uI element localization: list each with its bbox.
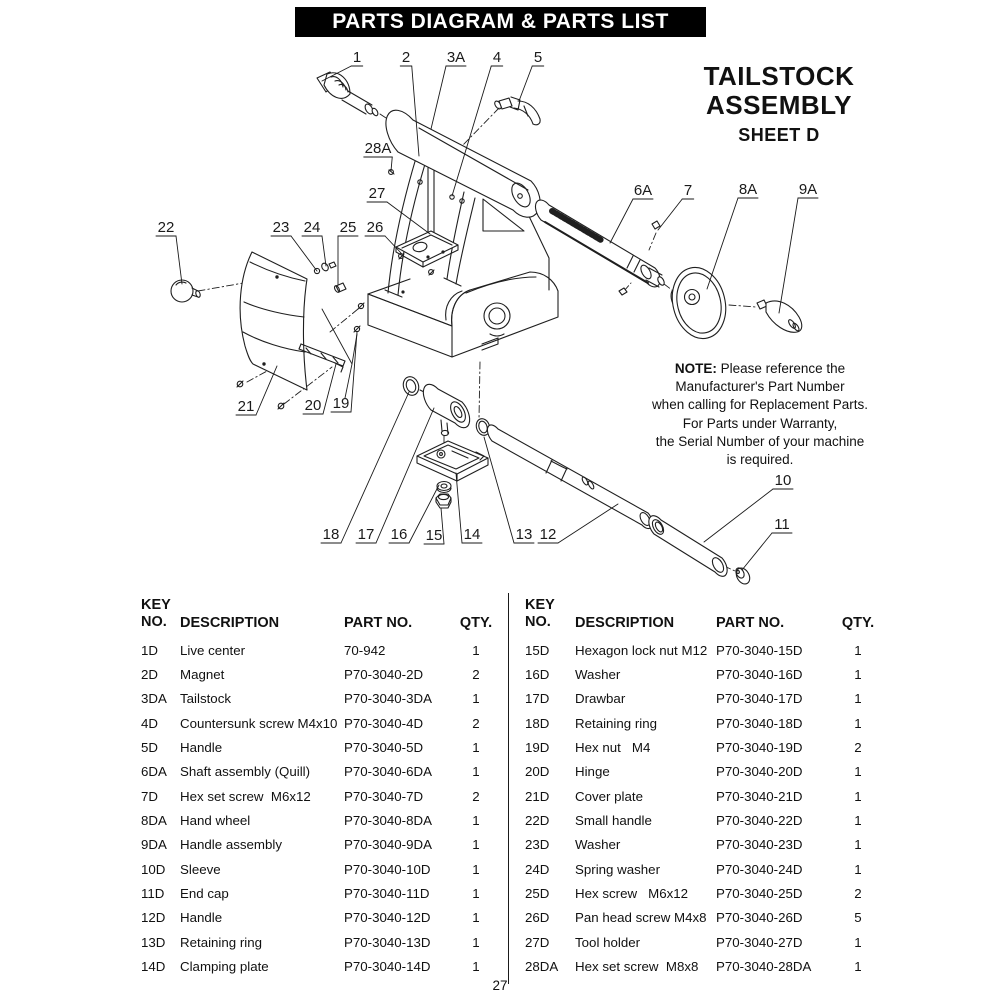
callout-1: 1 bbox=[352, 49, 362, 66]
header-part: PART NO. bbox=[344, 615, 413, 631]
header-key-line1: KEY bbox=[141, 597, 171, 613]
callout-12: 12 bbox=[539, 526, 557, 543]
table-row bbox=[525, 857, 885, 881]
cell-desc: Hex set screw M8x8 bbox=[575, 959, 699, 975]
callout-23: 23 bbox=[272, 219, 290, 236]
cell-part: P70-3040-2D bbox=[344, 667, 424, 683]
assembly-title-line2: ASSEMBLY bbox=[705, 90, 853, 120]
cell-part: P70-3040-12D bbox=[344, 910, 431, 926]
cell-desc: Handle bbox=[180, 740, 223, 756]
cell-part: P70-3040-10D bbox=[344, 861, 431, 877]
cell-qty: 1 bbox=[472, 691, 480, 707]
cell-qty: 1 bbox=[854, 667, 862, 683]
cell-desc: Clamping plate bbox=[180, 959, 269, 975]
drawbar-end-group-drawing bbox=[401, 375, 488, 508]
cell-qty: 2 bbox=[472, 788, 480, 804]
table-row bbox=[525, 687, 885, 711]
table-row bbox=[141, 760, 498, 784]
small-handle-drawing bbox=[171, 280, 201, 302]
header-description: DESCRIPTION bbox=[575, 615, 675, 631]
cell-desc: Tailstock bbox=[180, 691, 231, 707]
table-row bbox=[141, 857, 498, 881]
cell-key: 5D bbox=[141, 740, 158, 756]
cell-part: P70-3040-11D bbox=[344, 886, 430, 902]
note-block bbox=[620, 360, 900, 469]
table-row bbox=[141, 687, 498, 711]
callout-28A: 28A bbox=[364, 140, 392, 157]
sheet-label: SHEET D bbox=[738, 125, 820, 145]
cell-desc: Hex set screw M6x12 bbox=[180, 788, 311, 804]
cell-qty: 1 bbox=[854, 764, 862, 780]
cell-key: 17D bbox=[525, 691, 550, 707]
cell-qty: 2 bbox=[854, 886, 862, 902]
callout-20: 20 bbox=[304, 397, 322, 414]
cell-qty: 1 bbox=[854, 837, 862, 853]
table-row bbox=[141, 638, 498, 662]
cell-key: 12D bbox=[141, 910, 166, 926]
cell-desc: Hinge bbox=[575, 764, 610, 780]
callout-4: 4 bbox=[492, 49, 502, 66]
cell-desc: Pan head screw M4x8 bbox=[575, 910, 707, 926]
cell-qty: 1 bbox=[472, 959, 480, 975]
cell-key: 26D bbox=[525, 910, 550, 926]
callout-6A: 6A bbox=[633, 182, 653, 199]
parts-table-right bbox=[525, 588, 885, 979]
callout-8A: 8A bbox=[738, 181, 758, 198]
table-row bbox=[525, 833, 885, 857]
cell-part: P70-3040-5D bbox=[344, 740, 424, 756]
cell-qty: 1 bbox=[854, 642, 862, 658]
header-qty: QTY. bbox=[841, 615, 875, 631]
cell-qty: 1 bbox=[854, 861, 862, 877]
page-header-title: PARTS DIAGRAM & PARTS LIST bbox=[332, 10, 669, 33]
cell-key: 20D bbox=[525, 764, 550, 780]
cell-key: 23D bbox=[525, 837, 550, 853]
cell-part: P70-3040-27D bbox=[716, 934, 803, 950]
note-line: NOTE: Please reference the bbox=[674, 361, 846, 376]
note-line: is required. bbox=[726, 452, 794, 468]
callout-22: 22 bbox=[157, 219, 175, 236]
cell-qty: 2 bbox=[472, 667, 480, 683]
cell-part: P70-3040-21D bbox=[716, 788, 803, 804]
header-key bbox=[141, 588, 180, 632]
cover-plate-drawing bbox=[237, 252, 364, 409]
cell-qty: 1 bbox=[854, 788, 862, 804]
callout-21: 21 bbox=[237, 398, 255, 415]
callout-27: 27 bbox=[368, 185, 386, 202]
cell-qty: 1 bbox=[472, 740, 480, 756]
note-line: For Parts under Warranty, bbox=[682, 415, 838, 431]
cell-key: 3DA bbox=[141, 691, 167, 707]
cell-key: 7D bbox=[141, 788, 158, 804]
cell-key: 6DA bbox=[141, 764, 167, 780]
callout-3A: 3A bbox=[446, 49, 466, 66]
cell-qty: 1 bbox=[472, 837, 480, 853]
cell-key: 22D bbox=[525, 813, 550, 829]
cell-qty: 5 bbox=[854, 910, 862, 926]
table-row bbox=[141, 954, 498, 978]
cell-desc: Sleeve bbox=[180, 861, 221, 877]
table-row bbox=[525, 954, 885, 978]
cell-qty: 1 bbox=[854, 959, 862, 975]
table-row bbox=[525, 760, 885, 784]
callout-18: 18 bbox=[322, 526, 340, 543]
cell-desc: Hand wheel bbox=[180, 813, 251, 829]
cell-desc: Magnet bbox=[180, 667, 225, 683]
cell-part: P70-3040-7D bbox=[344, 788, 424, 804]
callout-17: 17 bbox=[357, 526, 375, 543]
cell-desc: Hexagon lock nut M12 bbox=[575, 642, 708, 658]
cell-part: P70-3040-20D bbox=[716, 764, 803, 780]
cell-part: P70-3040-17D bbox=[716, 691, 803, 707]
cell-key: 21D bbox=[525, 788, 550, 804]
cell-desc: Retaining ring bbox=[180, 934, 263, 950]
cell-desc: Small handle bbox=[575, 813, 652, 829]
table-row bbox=[525, 784, 885, 808]
cell-key: 13D bbox=[141, 934, 166, 950]
table-row bbox=[141, 881, 498, 905]
table-row bbox=[141, 833, 498, 857]
cell-key: 24D bbox=[525, 861, 550, 877]
table-header bbox=[525, 588, 885, 632]
table-row bbox=[141, 906, 498, 930]
cell-desc: Shaft assembly (Quill) bbox=[180, 764, 311, 780]
cell-key: 14D bbox=[141, 959, 166, 975]
cell-qty: 1 bbox=[472, 934, 480, 950]
cell-qty: 1 bbox=[472, 861, 480, 877]
cell-qty: 1 bbox=[854, 691, 862, 707]
cell-part: P70-3040-3DA bbox=[344, 691, 432, 707]
cell-key: 4D bbox=[141, 715, 158, 731]
cell-part: P70-3040-28DA bbox=[716, 959, 812, 975]
table-row bbox=[141, 930, 498, 954]
cell-desc: Handle assembly bbox=[180, 837, 282, 853]
cell-key: 11D bbox=[141, 886, 165, 902]
parts-table-left bbox=[141, 588, 498, 979]
cell-part: P70-3040-4D bbox=[344, 715, 424, 731]
callout-15: 15 bbox=[425, 527, 443, 544]
table-row bbox=[141, 784, 498, 808]
cell-qty: 1 bbox=[472, 642, 480, 658]
cell-qty: 1 bbox=[472, 764, 480, 780]
table-header bbox=[141, 588, 498, 632]
cell-desc: End cap bbox=[180, 886, 229, 902]
callout-26: 26 bbox=[366, 219, 384, 236]
table-row bbox=[525, 808, 885, 832]
callout-13: 13 bbox=[515, 526, 533, 543]
callout-24: 24 bbox=[303, 219, 321, 236]
callout-11: 11 bbox=[774, 516, 790, 533]
cell-qty: 1 bbox=[472, 910, 480, 926]
header-description: DESCRIPTION bbox=[180, 615, 280, 631]
cell-part: P70-3040-22D bbox=[716, 813, 803, 829]
note-line: when calling for Replacement Parts. bbox=[651, 397, 869, 413]
small-screws-drawing bbox=[314, 262, 346, 293]
cell-part: 70-942 bbox=[344, 642, 386, 658]
table-row bbox=[525, 662, 885, 686]
cell-desc: Cover plate bbox=[575, 788, 643, 804]
cell-key: 28DA bbox=[525, 959, 559, 975]
handwheel-drawing bbox=[665, 262, 733, 344]
cell-desc: Tool holder bbox=[575, 934, 641, 950]
table-row bbox=[141, 808, 498, 832]
tailstock-barrel-drawing bbox=[386, 110, 540, 217]
hinge-drawing bbox=[299, 309, 360, 398]
table-row bbox=[141, 735, 498, 759]
cell-desc: Spring washer bbox=[575, 861, 660, 877]
callout-10: 10 bbox=[774, 472, 792, 489]
table-row bbox=[525, 906, 885, 930]
cell-qty: 2 bbox=[854, 740, 862, 756]
cell-desc: Hex nut M4 bbox=[575, 740, 651, 756]
cell-qty: 1 bbox=[854, 813, 862, 829]
callout-9A: 9A bbox=[798, 181, 818, 198]
cell-key: 18D bbox=[525, 715, 550, 731]
cell-qty: 1 bbox=[854, 934, 862, 950]
callout-7: 7 bbox=[683, 182, 693, 199]
cell-part: P70-3040-13D bbox=[344, 934, 431, 950]
cell-desc: Countersunk screw M4x10 bbox=[180, 715, 338, 731]
cell-key: 25D bbox=[525, 886, 550, 902]
cell-part: P70-3040-18D bbox=[716, 715, 803, 731]
cell-part: P70-3040-15D bbox=[716, 642, 803, 658]
callout-2: 2 bbox=[401, 49, 411, 66]
cell-desc: Washer bbox=[575, 667, 621, 683]
cell-desc: Hex screw M6x12 bbox=[575, 886, 689, 902]
header-part: PART NO. bbox=[716, 615, 785, 631]
cell-desc: Drawbar bbox=[575, 691, 626, 707]
table-divider bbox=[508, 593, 509, 984]
cell-key: 27D bbox=[525, 934, 550, 950]
header-key-line2: NO. bbox=[141, 614, 167, 630]
cell-desc: Handle bbox=[180, 910, 223, 926]
table-row bbox=[525, 881, 885, 905]
tailstock-base-drawing bbox=[368, 272, 558, 357]
note-line: the Serial Number of your machine bbox=[655, 433, 865, 449]
cell-key: 10D bbox=[141, 861, 166, 877]
cell-part: P70-3040-9DA bbox=[344, 837, 432, 853]
callout-5: 5 bbox=[533, 49, 543, 66]
cell-part: P70-3040-19D bbox=[716, 740, 803, 756]
cell-part: P70-3040-25D bbox=[716, 886, 803, 902]
cell-qty: 1 bbox=[854, 715, 862, 731]
callout-14: 14 bbox=[463, 526, 481, 543]
assembly-title-line1: TAILSTOCK bbox=[703, 61, 855, 91]
table-row bbox=[525, 638, 885, 662]
cell-key: 8DA bbox=[141, 813, 167, 829]
page-number: 27 bbox=[492, 978, 508, 993]
table-row bbox=[141, 662, 498, 686]
header-qty: QTY. bbox=[459, 615, 493, 631]
cell-key: 9DA bbox=[141, 837, 167, 853]
callout-19: 19 bbox=[332, 395, 350, 412]
cell-key: 2D bbox=[141, 667, 158, 683]
table-row bbox=[525, 735, 885, 759]
cell-key: 1D bbox=[141, 642, 158, 658]
callout-25: 25 bbox=[339, 219, 357, 236]
cell-part: P70-3040-14D bbox=[344, 959, 431, 975]
header-key-line2: NO. bbox=[525, 614, 551, 630]
cell-key: 16D bbox=[525, 667, 550, 683]
table-row bbox=[525, 711, 885, 735]
cell-part: P70-3040-16D bbox=[716, 667, 803, 683]
cell-desc: Retaining ring bbox=[575, 715, 658, 731]
table-row bbox=[141, 711, 498, 735]
cell-part: P70-3040-6DA bbox=[344, 764, 432, 780]
cell-part: P70-3040-8DA bbox=[344, 813, 432, 829]
cell-part: P70-3040-26D bbox=[716, 910, 803, 926]
cell-qty: 2 bbox=[472, 715, 480, 731]
cell-key: 15D bbox=[525, 642, 550, 658]
sleeve-drawing bbox=[649, 516, 753, 587]
header-key bbox=[525, 588, 575, 632]
callout-16: 16 bbox=[390, 526, 408, 543]
cell-qty: 1 bbox=[472, 813, 480, 829]
table-row bbox=[525, 930, 885, 954]
clamp-handle-drawing bbox=[493, 97, 540, 125]
cell-desc: Live center bbox=[180, 642, 246, 658]
cell-part: P70-3040-24D bbox=[716, 861, 803, 877]
note-line: Manufacturer's Part Number bbox=[675, 379, 845, 395]
cell-qty: 1 bbox=[472, 886, 480, 902]
cell-part: P70-3040-23D bbox=[716, 837, 803, 853]
header-key-line1: KEY bbox=[525, 597, 555, 613]
handle-assembly-drawing bbox=[757, 300, 802, 332]
quill-drawing bbox=[535, 200, 665, 295]
cell-desc: Washer bbox=[575, 837, 621, 853]
cell-key: 19D bbox=[525, 740, 550, 756]
